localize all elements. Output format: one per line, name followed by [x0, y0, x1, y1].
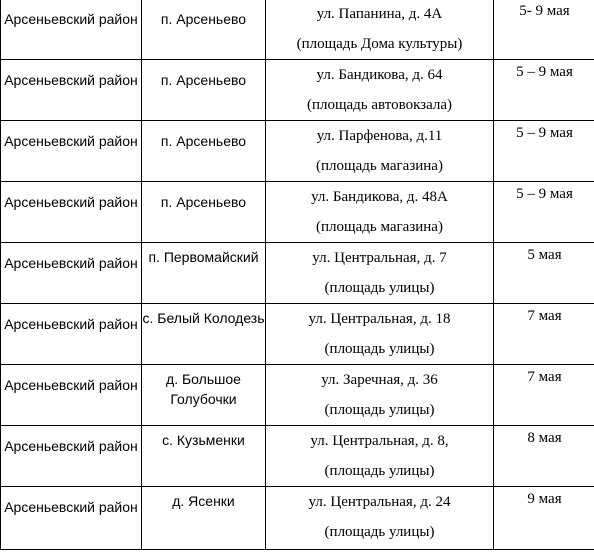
district-text: Арсеньевский район — [4, 499, 138, 515]
locality-text: с. Белый Колодезь — [142, 310, 265, 326]
locality-cell — [142, 426, 266, 487]
address-cell — [266, 304, 494, 365]
district-cell — [1, 182, 142, 243]
district-cell — [1, 0, 142, 60]
date-text: 8 мая — [527, 430, 562, 446]
district-cell — [1, 60, 142, 121]
date-text: 5 – 9 мая — [516, 186, 573, 202]
table-row — [1, 426, 594, 487]
locality-cell — [142, 304, 266, 365]
place-description: (площадь магазина) — [316, 158, 443, 174]
date-cell — [494, 426, 594, 487]
table-row — [1, 182, 594, 243]
date-cell — [494, 487, 594, 550]
place-description: (площадь улицы) — [324, 463, 435, 479]
address-cell — [266, 243, 494, 304]
street-address: ул. Бандикова, д. 48А — [311, 189, 448, 205]
district-text: Арсеньевский район — [4, 255, 138, 271]
district-text: Арсеньевский район — [4, 194, 138, 210]
address-cell — [266, 426, 494, 487]
district-cell — [1, 426, 142, 487]
district-text: Арсеньевский район — [4, 438, 138, 454]
address-cell — [266, 182, 494, 243]
table-row — [1, 243, 594, 304]
street-address: ул. Заречная, д. 36 — [321, 372, 438, 388]
table-row — [1, 121, 594, 182]
district-text: Арсеньевский район — [4, 316, 138, 332]
street-address: ул. Бандикова, д. 64 — [316, 67, 443, 83]
table-row — [1, 487, 594, 550]
street-address: ул. Парфенова, д.11 — [316, 128, 443, 144]
date-cell — [494, 243, 594, 304]
locality-text: п. Первомайский — [148, 249, 259, 265]
district-text: Арсеньевский район — [4, 72, 138, 88]
date-cell — [494, 0, 594, 60]
date-cell — [494, 121, 594, 182]
street-address: ул. Центральная, д. 18 — [308, 311, 451, 327]
date-cell — [494, 60, 594, 121]
table-row — [1, 0, 594, 60]
district-cell — [1, 487, 142, 550]
locality-text: п. Арсеньево — [160, 11, 247, 27]
district-cell — [1, 243, 142, 304]
date-cell — [494, 365, 594, 426]
place-description: (площадь магазина) — [316, 219, 443, 235]
locality-cell — [142, 60, 266, 121]
address-cell — [266, 0, 494, 60]
date-text: 9 мая — [527, 491, 562, 507]
date-cell — [494, 182, 594, 243]
table-row — [1, 304, 594, 365]
locality-text: п. Арсеньево — [160, 133, 247, 149]
address-cell — [266, 121, 494, 182]
locality-text: д. Ясенки — [172, 493, 235, 509]
locality-cell — [142, 243, 266, 304]
date-text: 7 мая — [527, 369, 562, 385]
date-text: 7 мая — [527, 308, 562, 324]
street-address: ул. Папанина, д. 4А — [316, 6, 443, 22]
district-cell — [1, 365, 142, 426]
district-text: Арсеньевский район — [4, 377, 138, 393]
locality-text: д. Большое Голубочки — [166, 371, 241, 407]
street-address: ул. Центральная, д. 8, — [310, 433, 449, 449]
date-text: 5 – 9 мая — [516, 64, 573, 80]
address-cell — [266, 365, 494, 426]
locality-text: п. Арсеньево — [160, 194, 247, 210]
place-description: (площадь улицы) — [324, 402, 435, 418]
street-address: ул. Центральная, д. 7 — [312, 250, 447, 266]
address-cell — [266, 60, 494, 121]
locality-cell — [142, 121, 266, 182]
table-row — [1, 365, 594, 426]
date-text: 5 – 9 мая — [516, 125, 573, 141]
locality-cell — [142, 182, 266, 243]
address-cell — [266, 487, 494, 550]
locality-cell — [142, 365, 266, 426]
district-cell — [1, 121, 142, 182]
table-row — [1, 60, 594, 121]
district-text: Арсеньевский район — [4, 133, 138, 149]
date-cell — [494, 304, 594, 365]
date-text: 5- 9 мая — [519, 3, 570, 19]
locality-text: с. Кузьменки — [162, 432, 245, 448]
street-address: ул. Центральная, д. 24 — [308, 494, 451, 510]
locality-cell — [142, 0, 266, 60]
date-text: 5 мая — [527, 247, 562, 263]
place-description: (площадь Дома культуры) — [296, 36, 463, 52]
district-text: Арсеньевский район — [4, 11, 138, 27]
place-description: (площадь улицы) — [324, 524, 435, 540]
locality-text: п. Арсеньево — [160, 72, 247, 88]
place-description: (площадь автовокзала) — [306, 97, 453, 113]
district-cell — [1, 304, 142, 365]
locality-cell — [142, 487, 266, 550]
place-description: (площадь улицы) — [324, 341, 435, 357]
place-description: (площадь улицы) — [324, 280, 435, 296]
